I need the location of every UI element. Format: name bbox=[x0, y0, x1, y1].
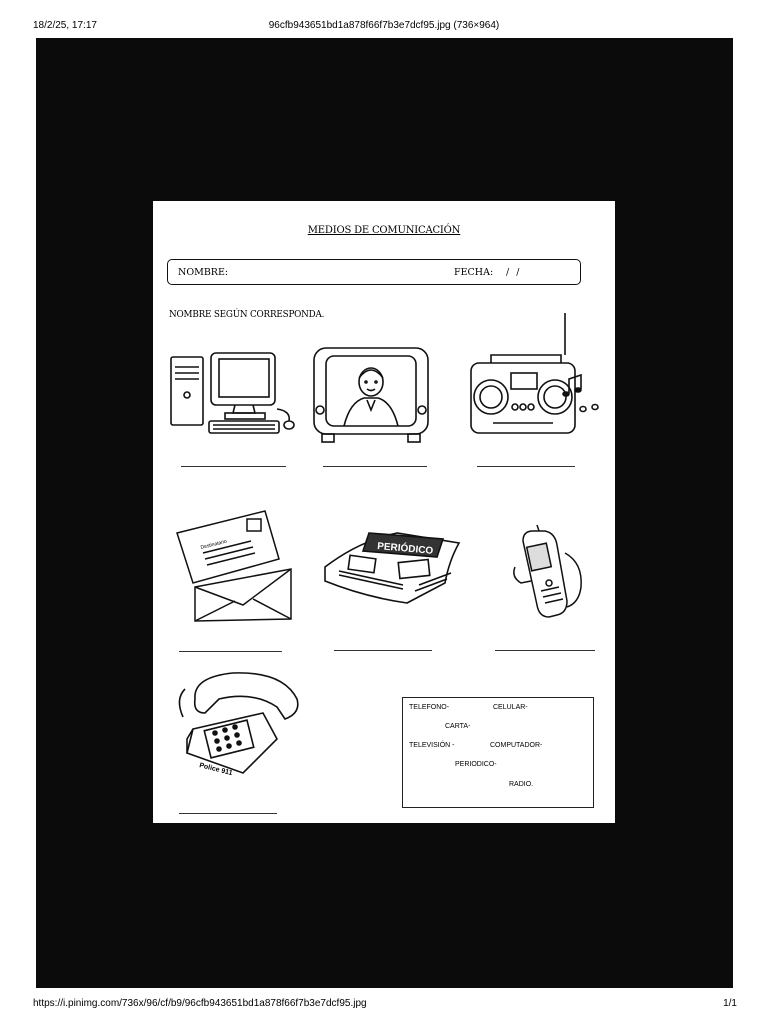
answer-line bbox=[477, 466, 575, 467]
name-date-box bbox=[167, 259, 581, 285]
phone-label: Police 911 bbox=[198, 762, 234, 778]
worksheet-page bbox=[153, 201, 615, 823]
print-header bbox=[0, 0, 768, 36]
word-periodico: PERIODICO- bbox=[455, 761, 497, 768]
date-slashes: / / bbox=[506, 267, 522, 278]
image-url: https://i.pinimg.com/736x/96/cf/b9/96cfb943651bd1a878f66f7b3e7dcf95.jpg bbox=[33, 998, 367, 1009]
answer-line bbox=[334, 650, 432, 651]
word-computador: COMPUTADOR- bbox=[490, 742, 543, 749]
radio-icon bbox=[469, 313, 605, 437]
answer-line bbox=[181, 466, 286, 467]
name-label: NOMBRE: bbox=[178, 267, 229, 278]
telephone-icon bbox=[173, 669, 303, 781]
word-radio: RADIO. bbox=[509, 781, 534, 788]
letter-icon bbox=[173, 509, 297, 625]
word-bank bbox=[402, 697, 594, 808]
computer-icon bbox=[167, 349, 297, 437]
envelope-text: Destinatario bbox=[200, 538, 228, 551]
answer-line bbox=[179, 813, 277, 814]
print-datetime: 18/2/25, 17:17 bbox=[33, 20, 97, 31]
word-carta: CARTA- bbox=[445, 723, 471, 730]
answer-line bbox=[323, 466, 427, 467]
date-label: FECHA: bbox=[454, 267, 494, 278]
answer-line bbox=[495, 650, 595, 651]
word-celular: CELULAR- bbox=[493, 704, 528, 711]
image-title: 96cfb943651bd1a878f66f7b3e7dcf95.jpg (736×964) bbox=[268, 20, 500, 31]
print-footer bbox=[0, 988, 768, 1024]
newspaper-icon bbox=[319, 527, 463, 607]
instruction-text: NOMBRE SEGÚN CORRESPONDA. bbox=[169, 310, 325, 320]
newspaper-banner: PERIÓDICO bbox=[376, 541, 434, 557]
page-count: 1/1 bbox=[723, 998, 737, 1009]
word-telefono: TELEFONO- bbox=[409, 704, 450, 711]
word-television: TELEVISIÓN - bbox=[409, 742, 455, 749]
television-icon bbox=[312, 346, 430, 444]
cellphone-icon bbox=[509, 523, 589, 623]
worksheet-title: MEDIOS DE COMUNICACIÓN bbox=[307, 225, 461, 236]
answer-line bbox=[179, 651, 282, 652]
